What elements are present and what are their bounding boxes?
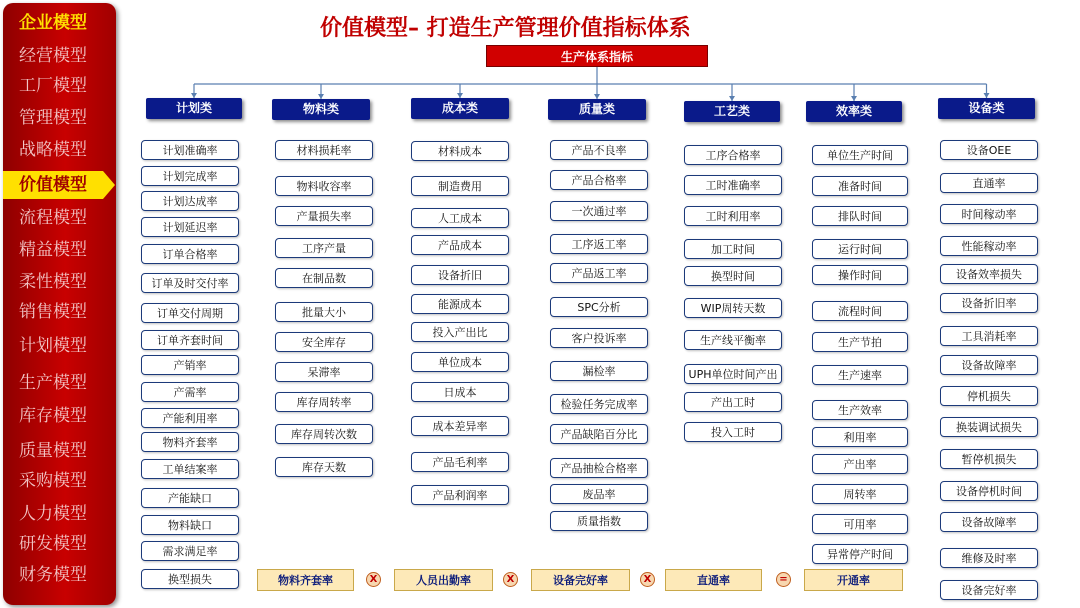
sidebar-item[interactable]: 质量模型 (19, 441, 87, 461)
category-header: 物料类 (272, 99, 370, 120)
indicator-box: 订单齐套时间 (141, 330, 239, 350)
indicator-box: UPH单位时间产出 (684, 364, 782, 384)
sidebar-item[interactable]: 库存模型 (19, 406, 87, 426)
sidebar-item[interactable]: 人力模型 (19, 504, 87, 524)
indicator-box: 运行时间 (812, 239, 908, 259)
indicator-box: 在制品数 (275, 268, 373, 288)
indicator-box: 产品毛利率 (411, 452, 509, 472)
formula-term: 人员出勤率 (394, 569, 493, 591)
sidebar-item[interactable]: 采购模型 (19, 471, 87, 491)
indicator-box: 排队时间 (812, 206, 908, 226)
indicator-box: 产出工时 (684, 392, 782, 412)
sidebar-item[interactable]: 工厂模型 (19, 76, 87, 96)
indicator-box: 换型损失 (141, 569, 239, 589)
indicator-box: 产出率 (812, 454, 908, 474)
indicator-box: 产品返工率 (550, 263, 648, 283)
indicator-box: 物料齐套率 (141, 432, 239, 452)
indicator-box: 加工时间 (684, 239, 782, 259)
indicator-box: 呆滞率 (275, 362, 373, 382)
indicator-box: 设备折旧率 (940, 293, 1038, 313)
sidebar-item[interactable]: 流程模型 (19, 208, 87, 228)
indicator-box: 需求满足率 (141, 541, 239, 561)
indicator-box: 设备OEE (940, 140, 1038, 160)
indicator-box: 订单及时交付率 (141, 273, 239, 293)
indicator-box: 工序返工率 (550, 234, 648, 254)
indicator-box: 换装调试损失 (940, 417, 1038, 437)
indicator-box: WIP周转天数 (684, 298, 782, 318)
indicator-box: 计划完成率 (141, 166, 239, 186)
formula-operator: X (640, 572, 655, 587)
indicator-box: SPC分析 (550, 297, 648, 317)
category-header: 成本类 (411, 98, 509, 119)
sidebar-item[interactable]: 财务模型 (19, 565, 87, 585)
indicator-box: 利用率 (812, 427, 908, 447)
indicator-box: 产需率 (141, 382, 239, 402)
indicator-box: 检验任务完成率 (550, 394, 648, 414)
indicator-box: 生产线平衡率 (684, 330, 782, 350)
formula-operator: X (503, 572, 518, 587)
sidebar-item[interactable]: 战略模型 (19, 140, 87, 160)
indicator-box: 流程时间 (812, 301, 908, 321)
sidebar-item[interactable]: 销售模型 (19, 302, 87, 322)
indicator-box: 异常停产时间 (812, 544, 908, 564)
sidebar-item[interactable]: 生产模型 (19, 373, 87, 393)
indicator-box: 产品合格率 (550, 170, 648, 190)
indicator-box: 性能稼动率 (940, 236, 1038, 256)
formula-operator: X (366, 572, 381, 587)
indicator-box: 订单交付周期 (141, 303, 239, 323)
indicator-box: 废品率 (550, 484, 648, 504)
indicator-box: 工序产量 (275, 238, 373, 258)
indicator-box: 换型时间 (684, 266, 782, 286)
indicator-box: 周转率 (812, 484, 908, 504)
indicator-box: 直通率 (940, 173, 1038, 193)
indicator-box: 能源成本 (411, 294, 509, 314)
indicator-box: 产品缺陷百分比 (550, 424, 648, 444)
indicator-box: 单位生产时间 (812, 145, 908, 165)
indicator-box: 设备折旧 (411, 265, 509, 285)
indicator-box: 质量指数 (550, 511, 648, 531)
indicator-box: 安全库存 (275, 332, 373, 352)
indicator-box: 物料缺口 (141, 515, 239, 535)
indicator-box: 材料损耗率 (275, 140, 373, 160)
category-header: 工艺类 (684, 101, 780, 122)
indicator-box: 工时利用率 (684, 206, 782, 226)
sidebar-item[interactable]: 价值模型 (3, 171, 103, 199)
indicator-box: 单位成本 (411, 352, 509, 372)
formula-term: 物料齐套率 (257, 569, 354, 591)
sidebar-item[interactable]: 精益模型 (19, 240, 87, 260)
page-title: 价值模型– 打造生产管理价值指标体系 (320, 16, 691, 41)
indicator-box: 材料成本 (411, 141, 509, 161)
indicator-box: 订单合格率 (141, 244, 239, 264)
indicator-box: 物料收容率 (275, 176, 373, 196)
indicator-box: 工序合格率 (684, 145, 782, 165)
indicator-box: 一次通过率 (550, 201, 648, 221)
sidebar-item[interactable]: 柔性模型 (19, 272, 87, 292)
indicator-box: 库存周转率 (275, 392, 373, 412)
indicator-box: 可用率 (812, 514, 908, 534)
indicator-box: 工具消耗率 (940, 326, 1038, 346)
indicator-box: 时间稼动率 (940, 204, 1038, 224)
indicator-box: 生产效率 (812, 400, 908, 420)
category-header: 计划类 (146, 98, 242, 119)
indicator-box: 产品利润率 (411, 485, 509, 505)
indicator-box: 计划准确率 (141, 140, 239, 160)
indicator-box: 暂停机损失 (940, 449, 1038, 469)
indicator-box: 工单结案率 (141, 459, 239, 479)
indicator-box: 生产节拍 (812, 332, 908, 352)
formula-term: 设备完好率 (531, 569, 630, 591)
formula-operator: = (776, 572, 791, 587)
indicator-box: 生产速率 (812, 365, 908, 385)
indicator-box: 计划延迟率 (141, 217, 239, 237)
indicator-box: 成本差异率 (411, 416, 509, 436)
indicator-box: 设备完好率 (940, 580, 1038, 600)
indicator-box: 工时准确率 (684, 175, 782, 195)
indicator-box: 停机损失 (940, 386, 1038, 406)
indicator-box: 产销率 (141, 355, 239, 375)
indicator-box: 产量损失率 (275, 206, 373, 226)
sidebar-item[interactable]: 管理模型 (19, 108, 87, 128)
indicator-box: 库存天数 (275, 457, 373, 477)
indicator-box: 维修及时率 (940, 548, 1038, 568)
formula-term: 开通率 (804, 569, 903, 591)
sidebar-item[interactable]: 企业模型 (19, 13, 87, 33)
indicator-box: 产能利用率 (141, 408, 239, 428)
indicator-box: 客户投诉率 (550, 328, 648, 348)
indicator-box: 产品抽检合格率 (550, 458, 648, 478)
indicator-box: 漏检率 (550, 361, 648, 381)
indicator-box: 投入产出比 (411, 322, 509, 342)
indicator-box: 批量大小 (275, 302, 373, 322)
indicator-box: 操作时间 (812, 265, 908, 285)
root-node: 生产体系指标 (486, 45, 708, 67)
indicator-box: 计划达成率 (141, 191, 239, 211)
formula-term: 直通率 (665, 569, 762, 591)
indicator-box: 准备时间 (812, 176, 908, 196)
indicator-box: 产品不良率 (550, 140, 648, 160)
sidebar-item[interactable]: 经营模型 (19, 46, 87, 66)
sidebar-item[interactable]: 计划模型 (19, 336, 87, 356)
indicator-box: 产品成本 (411, 235, 509, 255)
indicator-box: 设备效率损失 (940, 264, 1038, 284)
indicator-box: 设备停机时间 (940, 481, 1038, 501)
category-header: 效率类 (806, 101, 902, 122)
indicator-box: 投入工时 (684, 422, 782, 442)
indicator-box: 人工成本 (411, 208, 509, 228)
category-header: 设备类 (938, 98, 1035, 119)
indicator-box: 产能缺口 (141, 488, 239, 508)
sidebar-item[interactable]: 研发模型 (19, 534, 87, 554)
indicator-box: 设备故障率 (940, 512, 1038, 532)
category-header: 质量类 (548, 99, 646, 120)
indicator-box: 制造费用 (411, 176, 509, 196)
indicator-box: 日成本 (411, 382, 509, 402)
indicator-box: 设备故障率 (940, 355, 1038, 375)
indicator-box: 库存周转次数 (275, 424, 373, 444)
